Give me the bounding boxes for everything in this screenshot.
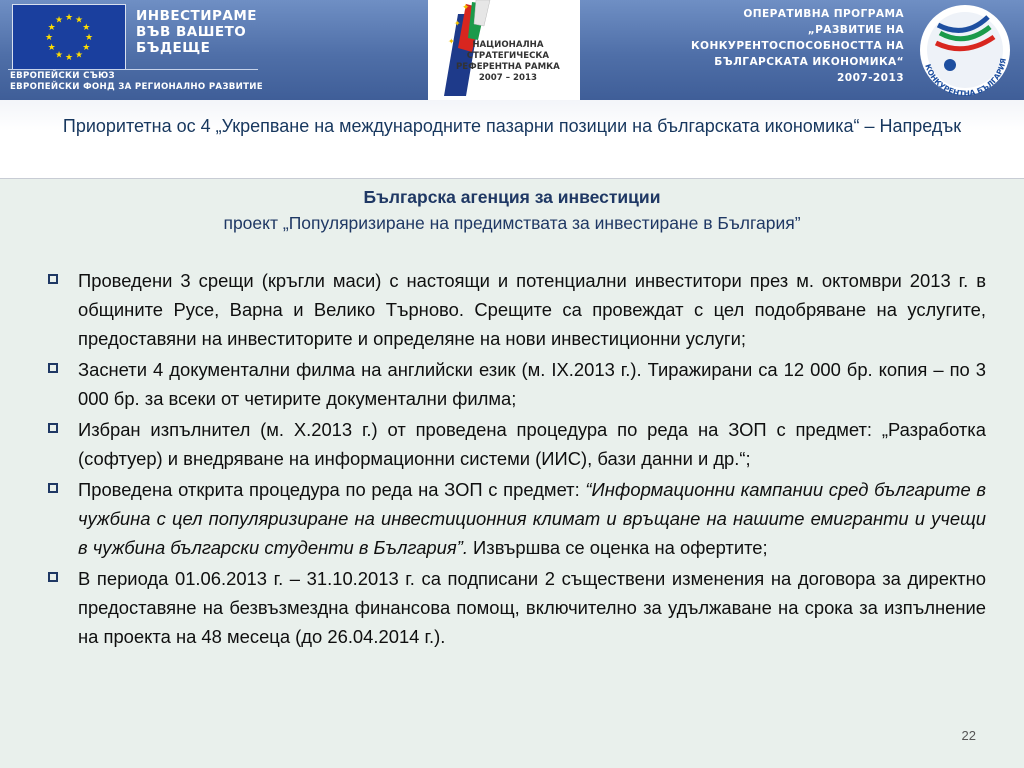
svg-text:✦: ✦ — [462, 3, 470, 13]
list-item-text: В периода 01.06.2013 г. – 31.10.2013 г. са подписани 2 съществени изменения на договора за директно предоставяне на безвъзмездна финансова помощ, включително за удължаване на срока за изпълнение на проекта на 48 месеца (до 26.04.2014 г.). — [78, 568, 986, 647]
slide-title: Приоритетна ос 4 „Укрепване на международните пазарни позиции на българската икономика“ – Напредък — [62, 116, 962, 136]
eu-star-icon: ★ — [82, 43, 91, 53]
op-program-line: КОНКУРЕНТОСПОСОБНОСТТА НА — [690, 40, 904, 52]
nsrf-text — [456, 40, 560, 84]
eu-union-line: ЕВРОПЕЙСКИ ФОНД ЗА РЕГИОНАЛНО РАЗВИТИЕ — [10, 82, 263, 92]
eu-tagline-line: ИНВЕСТИРАМЕ — [136, 8, 258, 24]
svg-text:КОНКУРЕНТНА БЪЛГАРИЯ: КОНКУРЕНТНА БЪЛГАРИЯ — [923, 57, 1008, 97]
op-program-line: ОПЕРАТИВНА ПРОГРАМА — [743, 8, 904, 20]
eu-star-icon: ★ — [64, 53, 74, 63]
list-item-text: Избран изпълнител (м. X.2013 г.) от проведена процедура по реда на ЗОП с предмет: „Разработка (софтуер) и внедряване на информационни системи (ИИС), бази данни и др.“; — [78, 419, 986, 469]
page-number: 22 — [961, 728, 976, 743]
eu-star-icon: ★ — [74, 50, 84, 61]
list-item — [48, 266, 986, 353]
header-banner — [0, 0, 1024, 100]
op-program-line: „РАЗВИТИЕ НА — [807, 24, 904, 36]
op-program-line: БЪЛГАРСКАТА ИКОНОМИКА“ — [714, 56, 904, 68]
eu-star-icon: ★ — [54, 15, 64, 26]
list-item — [48, 475, 986, 562]
competitive-bulgaria-logo-icon — [910, 3, 1020, 97]
checkbox-bullet-icon — [48, 423, 58, 433]
progress-list — [48, 266, 986, 653]
agency-heading: Българска агенция за инвестиции — [363, 187, 661, 207]
list-item-text: Извършва се оценка на офертите; — [467, 537, 768, 558]
eu-star-icon: ★ — [74, 15, 84, 26]
eu-divider — [8, 69, 258, 70]
op-program-text — [612, 6, 904, 86]
eu-star-icon: ★ — [84, 33, 94, 43]
nsrf-line: 2007 – 2013 — [478, 73, 537, 83]
nsrf-line: РЕФЕРЕНТНА РАМКА — [456, 62, 560, 72]
op-program-line: 2007-2013 — [837, 72, 904, 84]
eu-tagline-line: БЪДЕЩЕ — [136, 40, 211, 56]
eu-flag-icon — [12, 4, 126, 70]
nsrf-line: НАЦИОНАЛНА — [472, 40, 544, 50]
eu-star-icon: ★ — [64, 13, 74, 23]
project-heading: проект „Популяризиране на предимствата за инвестиране в България” — [223, 213, 801, 233]
eu-star-icon: ★ — [54, 50, 64, 61]
svg-text:✦: ✦ — [448, 37, 455, 46]
eu-logo-block — [0, 0, 265, 100]
checkbox-bullet-icon — [48, 483, 58, 493]
checkbox-bullet-icon — [48, 274, 58, 284]
eu-tagline-line: ВЪВ ВАШЕТО — [136, 24, 247, 40]
eu-star-icon: ★ — [47, 23, 56, 33]
nsrf-line: СТРАТЕГИЧЕСКА — [466, 51, 550, 61]
list-item-text: Проведени 3 срещи (кръгли маси) с настоящи и потенциални инвеститори през м. октомври 2013 г. в общините Русе, Варна и Велико Търново. Срещите са провеждат с цел подобряване на услугите, предоставяни на инвеститорите и определяне на нови инвестиционни услуги; — [78, 270, 986, 349]
eu-star-icon: ★ — [47, 43, 56, 53]
eu-star-icon: ★ — [82, 23, 91, 33]
eu-union-text — [10, 71, 263, 93]
list-item-text: Проведена открита процедура по реда на ЗОП с предмет: — [78, 479, 586, 500]
eu-union-line: ЕВРОПЕЙСКИ СЪЮЗ — [10, 71, 115, 81]
nsrf-logo — [428, 0, 580, 100]
checkbox-bullet-icon — [48, 572, 58, 582]
list-item-text: Заснети 4 документални филма на английски език (м. IX.2013 г.). Тиражирани са 12 000 бр. копия – по 3 000 бр. за всеки от четирите документални филма; — [78, 359, 986, 409]
eu-star-icon: ★ — [44, 33, 54, 43]
eu-tagline — [136, 8, 257, 56]
list-item-italic-text: “Информационни кампании сред българите в чужбина с цел популяризиране на инвестиционния климат и връщане на нашите емигранти и учещи в чужбина български студенти в България”. — [78, 479, 986, 558]
svg-text:✦: ✦ — [454, 19, 461, 28]
list-item — [48, 415, 986, 473]
checkbox-bullet-icon — [48, 363, 58, 373]
list-item — [48, 355, 986, 413]
list-item — [48, 564, 986, 651]
